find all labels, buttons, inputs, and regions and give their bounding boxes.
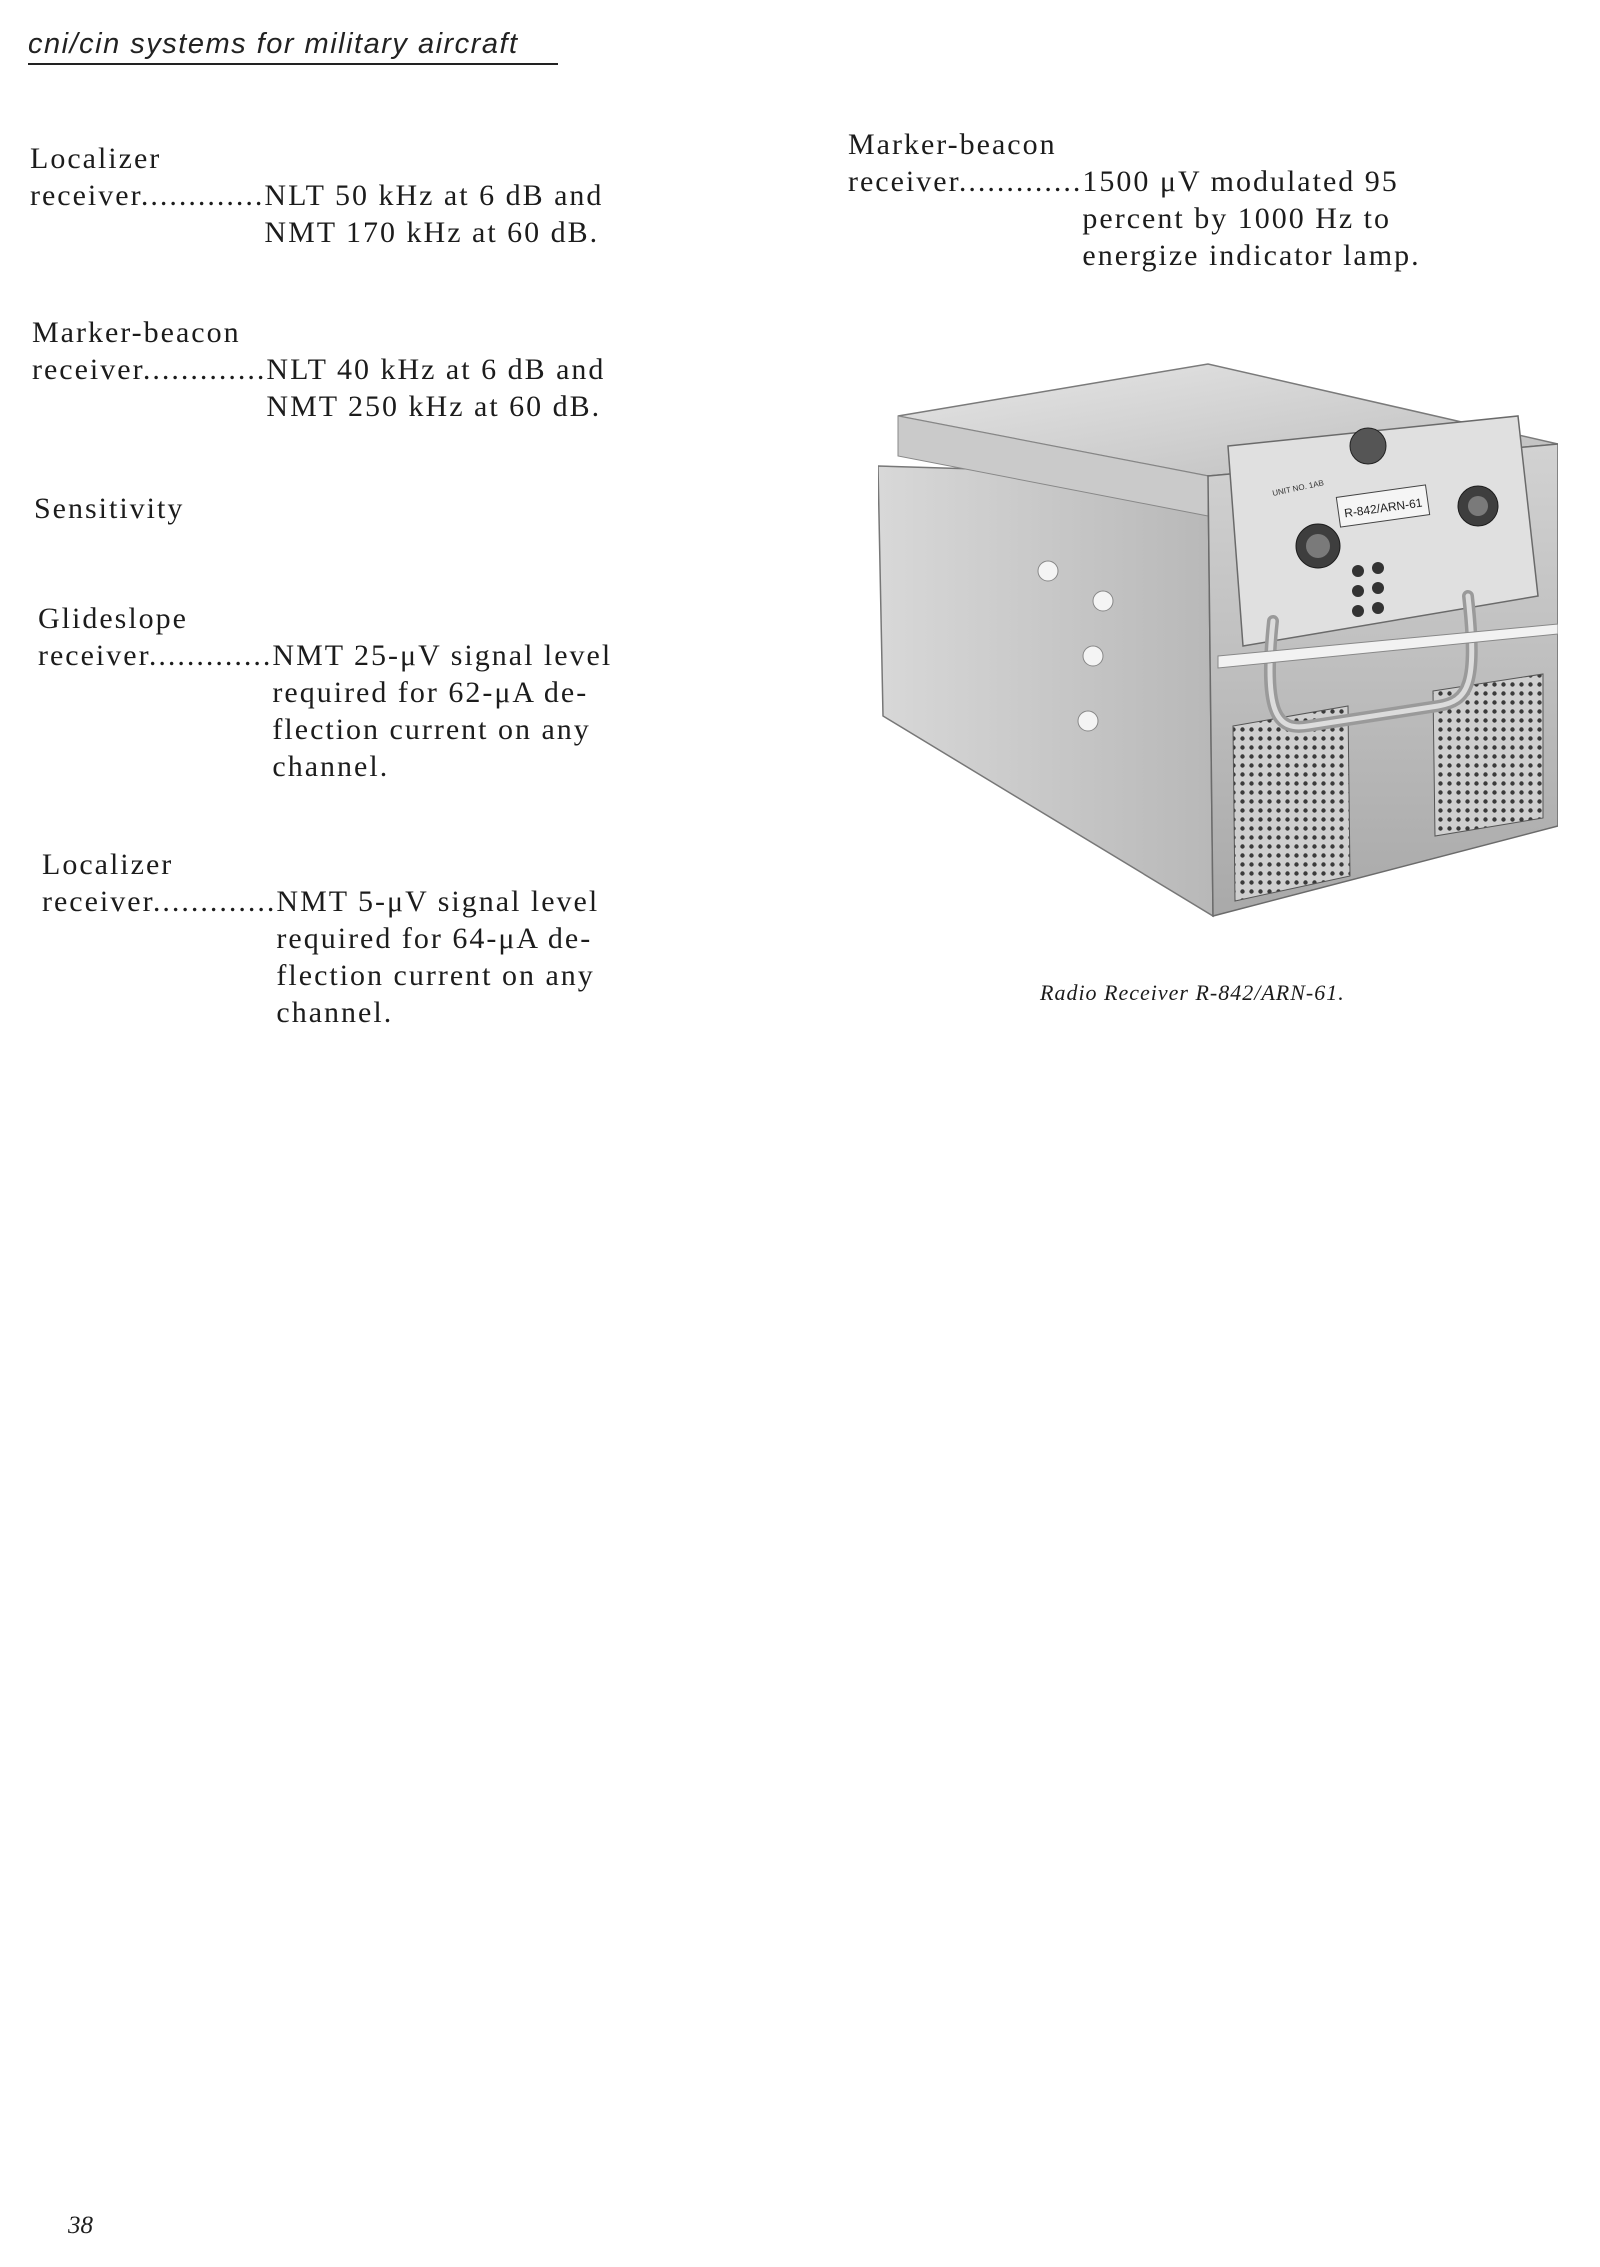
spec-lead: receiver............. bbox=[32, 353, 267, 386]
spec-label: Marker-beacon bbox=[32, 316, 241, 349]
spec-row bbox=[30, 177, 603, 251]
spec-value-line: flection current on any bbox=[276, 959, 595, 992]
spec-localizer-bandwidth bbox=[30, 140, 603, 251]
spec-row bbox=[848, 163, 1421, 274]
spec-value-line: NMT 170 kHz at 60 dB. bbox=[264, 216, 600, 249]
spec-value bbox=[272, 637, 612, 785]
spec-label: Localizer bbox=[30, 142, 162, 175]
spec-label: Localizer bbox=[42, 848, 174, 881]
spec-marker-beacon-sensitivity bbox=[848, 126, 1421, 274]
spec-localizer-sensitivity bbox=[42, 846, 599, 1031]
spec-row bbox=[32, 351, 605, 425]
page-number: 38 bbox=[68, 2212, 93, 2239]
spec-value bbox=[266, 351, 605, 425]
spec-value bbox=[1082, 163, 1420, 274]
spec-glideslope-sensitivity bbox=[38, 600, 612, 785]
spec-value-line: NMT 250 kHz at 60 dB. bbox=[266, 390, 602, 423]
spec-lead: receiver............. bbox=[38, 639, 273, 672]
spec-row bbox=[38, 637, 612, 785]
spec-value-line: required for 62-μA de- bbox=[272, 676, 589, 709]
spec-value-line: flection current on any bbox=[272, 713, 591, 746]
spec-value bbox=[264, 177, 603, 251]
spec-value-line: energize indicator lamp. bbox=[1082, 239, 1421, 272]
spec-value-line: percent by 1000 Hz to bbox=[1082, 202, 1392, 235]
spec-value-line: channel. bbox=[276, 996, 394, 1029]
panel-unit-text: UNIT NO. 1AB bbox=[1271, 478, 1325, 498]
spec-value-line: NMT 5-μV signal level bbox=[276, 885, 600, 918]
receiver-photo bbox=[878, 356, 1558, 926]
spec-value-line: 1500 μV modulated 95 bbox=[1082, 165, 1399, 198]
spec-marker-beacon-bandwidth bbox=[32, 314, 605, 425]
figure-caption: Radio Receiver R-842/ARN-61. bbox=[1040, 980, 1345, 1005]
spec-lead: receiver............. bbox=[848, 165, 1083, 198]
spec-row bbox=[42, 883, 599, 1031]
spec-value-line: channel. bbox=[272, 750, 390, 783]
spec-value-line: NLT 50 kHz at 6 dB and bbox=[264, 179, 604, 212]
panel-model-text: R-842/ARN-61 bbox=[1343, 495, 1424, 521]
spec-lead: receiver............. bbox=[30, 179, 265, 212]
spec-value-line: NLT 40 kHz at 6 dB and bbox=[266, 353, 606, 386]
section-heading-sensitivity: Sensitivity bbox=[34, 492, 185, 525]
spec-value-line: NMT 25-μV signal level bbox=[272, 639, 613, 672]
spec-lead: receiver............. bbox=[42, 885, 277, 918]
spec-value bbox=[276, 883, 599, 1031]
spec-value-line: required for 64-μA de- bbox=[276, 922, 593, 955]
running-header: cni/cin systems for military aircraft bbox=[28, 28, 558, 65]
spec-label: Glideslope bbox=[38, 602, 188, 635]
spec-label: Marker-beacon bbox=[848, 128, 1057, 161]
